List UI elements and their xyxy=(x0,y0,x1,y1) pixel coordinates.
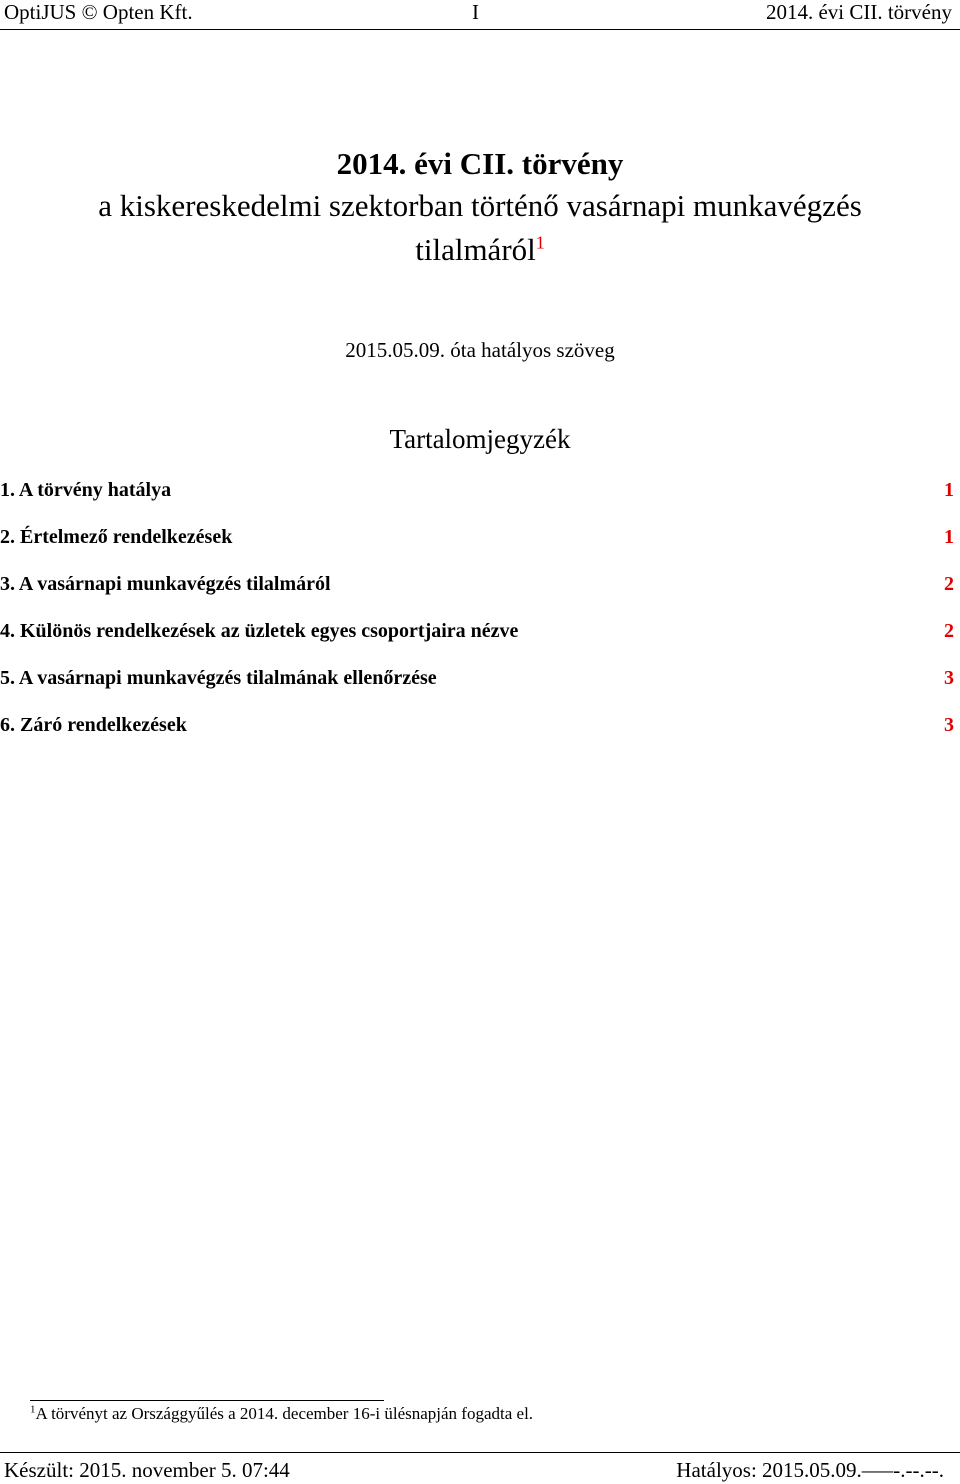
header-publisher: OptiJUS © Opten Kft. xyxy=(4,0,193,24)
toc-item[interactable] xyxy=(0,475,960,522)
toc-heading: Tartalomjegyzék xyxy=(389,424,571,454)
toc-item[interactable] xyxy=(0,569,960,616)
effective-date-text: 2015.05.09. óta hatályos szöveg xyxy=(345,338,615,362)
toc-item-page-link[interactable]: 3 xyxy=(944,667,954,689)
toc-item-page-link[interactable]: 3 xyxy=(944,714,954,736)
footnote-marker: 1 xyxy=(30,1403,36,1416)
toc-item-label[interactable]: 1. A törvény hatálya xyxy=(0,479,172,501)
toc-item-page-link[interactable]: 2 xyxy=(944,620,954,642)
law-subtitle-text: a kiskereskedelmi szektorban történő vasárnapi munkavégzés tilalmáról xyxy=(98,188,862,267)
toc-item-page-link[interactable]: 1 xyxy=(944,526,954,548)
toc-item-label[interactable]: 2. Értelmező rendelkezések xyxy=(0,526,233,548)
footer-created-date: Készült: 2015. november 5. 07:44 xyxy=(4,1458,290,1482)
table-of-contents xyxy=(0,475,960,757)
page-header xyxy=(0,0,960,26)
footnote-text: A törvényt az Országgyűlés a 2014. december 16-i ülésnapján fogadta el. xyxy=(35,1404,534,1423)
law-number-title: 2014. évi CII. törvény xyxy=(336,146,624,181)
toc-item-page-link[interactable]: 2 xyxy=(944,573,954,595)
toc-item-page-link[interactable]: 1 xyxy=(944,479,954,501)
footer-effective-date: Hatályos: 2015.05.09.–––-.--.--. xyxy=(676,1458,944,1482)
footnote-reference-link[interactable]: 1 xyxy=(535,232,545,253)
toc-item-label[interactable]: 6. Záró rendelkezések xyxy=(0,714,187,736)
header-page-number: I xyxy=(472,0,479,24)
header-divider xyxy=(0,29,960,30)
toc-item-label[interactable]: 4. Különös rendelkezések az üzletek egyes csoportjaira nézve xyxy=(0,620,519,642)
footer-divider xyxy=(0,1452,960,1453)
footnote xyxy=(30,1404,533,1424)
law-subtitle xyxy=(0,184,960,272)
document-title xyxy=(0,144,960,272)
toc-item[interactable] xyxy=(0,663,960,710)
toc-item-label[interactable]: 5. A vasárnapi munkavégzés tilalmának ellenőrzése xyxy=(0,667,437,689)
toc-item[interactable] xyxy=(0,522,960,569)
toc-item[interactable] xyxy=(0,616,960,663)
header-law-title: 2014. évi CII. törvény xyxy=(765,0,952,24)
footnote-divider xyxy=(30,1400,384,1401)
toc-item[interactable] xyxy=(0,710,960,757)
toc-item-label[interactable]: 3. A vasárnapi munkavégzés tilalmáról xyxy=(0,573,331,595)
